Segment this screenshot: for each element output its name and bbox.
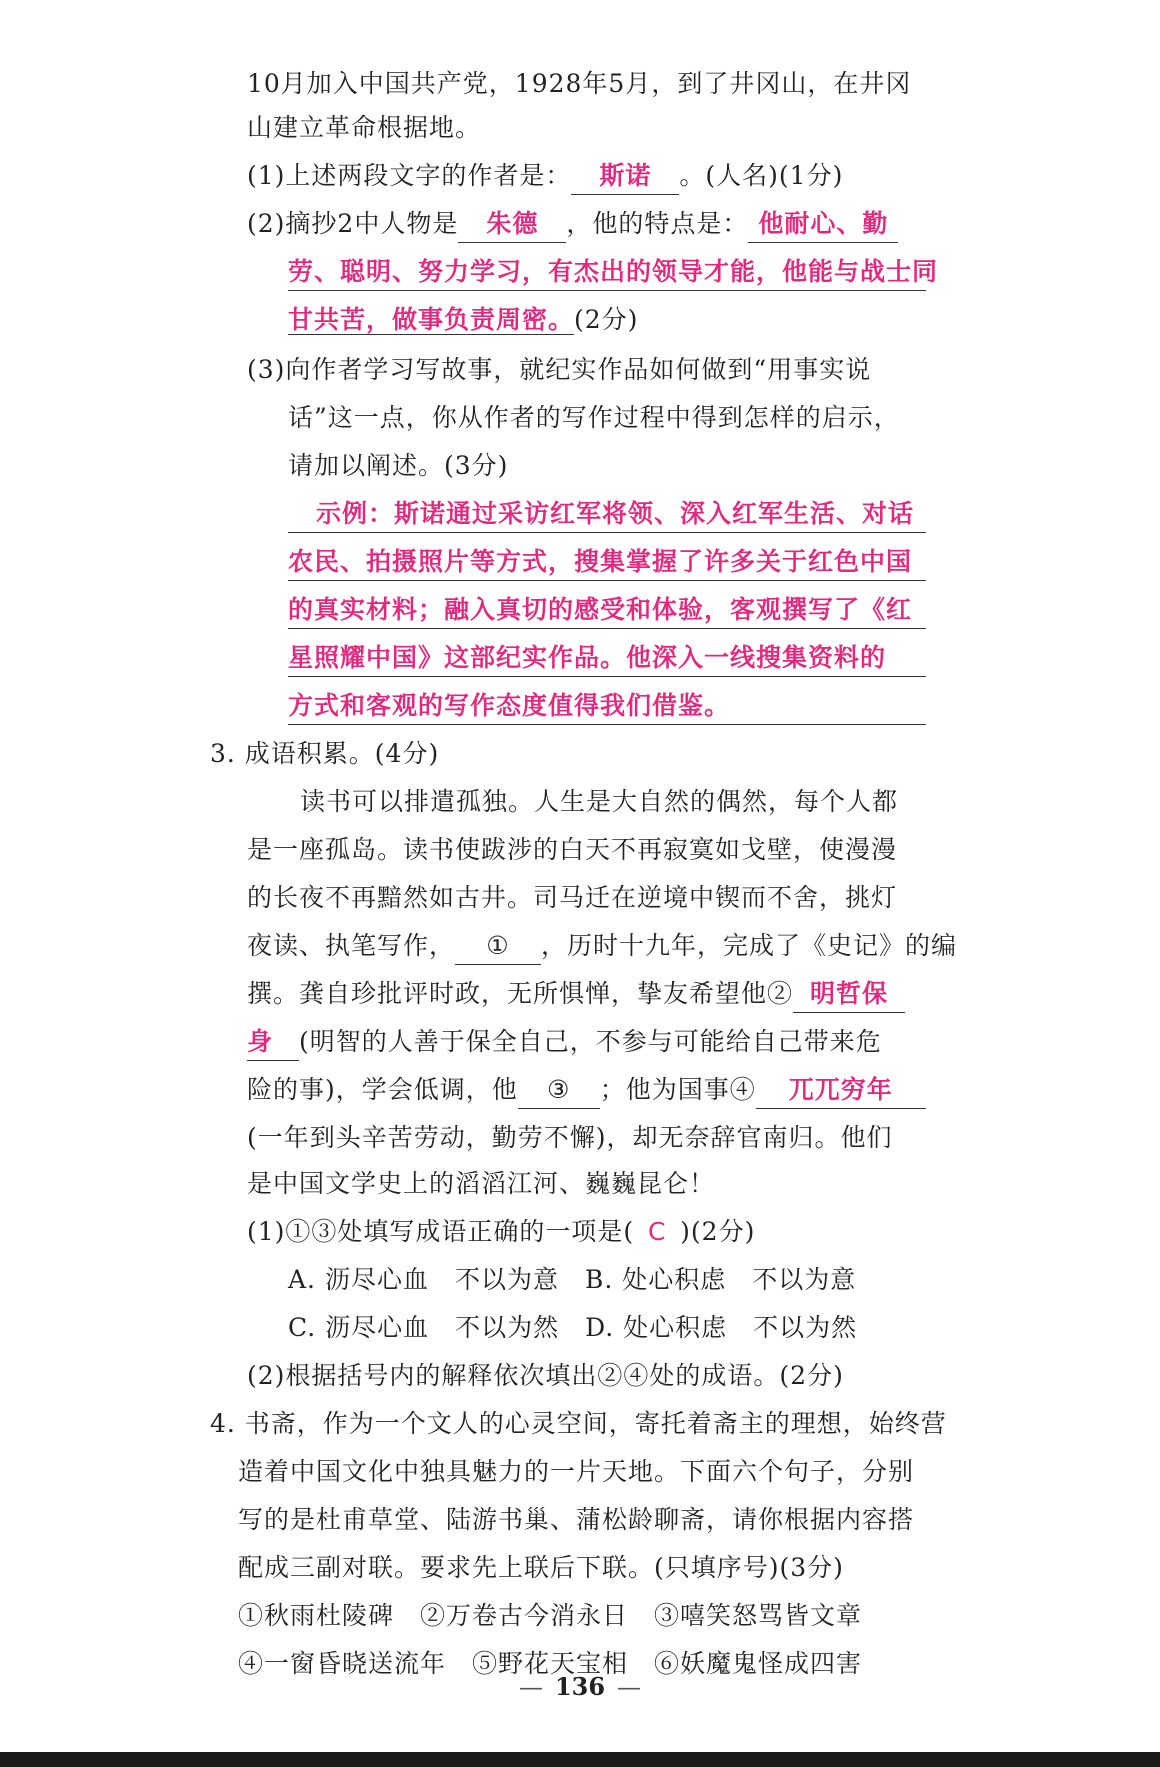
answer-blank: 身 <box>247 1024 299 1061</box>
blank-1: ① <box>455 928 541 965</box>
paragraph-line: 是中国文学史上的滔滔江河、巍巍昆仑！ <box>247 1169 716 1198</box>
answer-line: 的真实材料；融入真切的感受和体验，客观撰写了《红 <box>288 592 926 629</box>
question-text: 。(人名)(1分) <box>679 161 844 190</box>
section-3-question-1 <box>247 1214 755 1250</box>
paragraph-line <box>247 928 957 965</box>
question-3-line: 话”这一点，你从作者的写作过程中得到怎样的启示， <box>288 403 900 432</box>
paragraph-text: 夜读、执笔写作， <box>247 931 456 960</box>
page-number: — 136 — <box>518 1672 642 1701</box>
paragraph-line: 的长夜不再黯然如古井。司马迁在逆境中锲而不舍，挑灯 <box>247 883 898 912</box>
answer-text: 他耐心、勤 <box>748 206 898 243</box>
question-text: (1)①③处填写成语正确的一项是( <box>247 1217 635 1246</box>
question-text: (2)摘抄2中人物是 <box>247 209 459 238</box>
answer-line: 劳、聪明、努力学习，有杰出的领导才能，他能与战士同 <box>288 254 926 291</box>
question-2 <box>247 206 898 243</box>
section-3-question-2: (2)根据括号内的解释依次填出②④处的成语。(2分) <box>247 1361 844 1390</box>
paragraph-line <box>247 1024 882 1061</box>
section-4-line: 写的是杜甫草堂、陆游书巢、蒲松龄聊斋，请你根据内容搭 <box>238 1505 915 1534</box>
text-line: 10月加入中国共产党，1928年5月，到了井冈山，在井冈 <box>247 69 912 98</box>
paragraph-line: 是一座孤岛。读书使跋涉的白天不再寂寞如戈壁，使漫漫 <box>247 835 898 864</box>
question-text: )(2分) <box>680 1217 756 1246</box>
question-1 <box>247 158 843 195</box>
option-row: C. 沥尽心血 不以为然 D. 处心积虑 不以为然 <box>288 1313 858 1342</box>
question-text: (2分) <box>574 305 639 334</box>
paragraph-line <box>247 976 905 1013</box>
bottom-bar <box>0 1752 1160 1767</box>
answer-line: 方式和客观的写作态度值得我们借鉴。 <box>288 688 926 725</box>
answer-line: 示例：斯诺通过采访红军将领、深入红军生活、对话 <box>288 496 926 533</box>
section-3-title: 3. 成语积累。(4分) <box>210 739 440 768</box>
blank-3: ③ <box>518 1072 600 1109</box>
couplet-options: ④一窗昏晓送流年 ⑤野花天宝相 ⑥妖魔鬼怪成四害 <box>238 1649 863 1678</box>
question-text: (1)上述两段文字的作者是： <box>247 161 572 190</box>
couplet-options: ①秋雨杜陵碑 ②万卷古今消永日 ③嘻笑怒骂皆文章 <box>238 1601 863 1630</box>
answer-line <box>288 302 638 338</box>
option-row: A. 沥尽心血 不以为意 B. 处心积虑 不以为意 <box>288 1265 857 1294</box>
answer-text: 甘共苦，做事负责周密。 <box>288 305 575 334</box>
paragraph-text: ，历时十九年，完成了《史记》的编 <box>541 931 958 960</box>
question-3-line: 请加以阐述。(3分) <box>288 451 509 480</box>
paragraph-text: 撰。龚自珍批评时政，无所惧惮，挚友希望他② <box>247 979 794 1008</box>
section-4-line: 造着中国文化中独具魅力的一片天地。下面六个句子，分别 <box>238 1457 915 1486</box>
paragraph-text: ；他为国事④ <box>599 1075 756 1104</box>
answer-blank: 明哲保 <box>793 976 905 1013</box>
answer-line: 农民、拍摄照片等方式，搜集掌握了许多关于红色中国 <box>288 544 926 581</box>
page-number-text: 136 <box>554 1672 606 1701</box>
answer-blank: 朱德 <box>458 206 566 243</box>
paragraph-text: (明智的人善于保全自己，不参与可能给自己带来危 <box>299 1027 882 1056</box>
text-line: 山建立革命根据地。 <box>247 113 482 142</box>
paragraph-line <box>247 1072 926 1109</box>
question-3-line: (3)向作者学习写故事，就纪实作品如何做到“用事实说 <box>247 355 872 384</box>
question-text: ，他的特点是： <box>566 209 749 238</box>
answer-blank: 斯诺 <box>571 158 679 195</box>
answer-choice: C <box>647 1217 667 1246</box>
answer-line: 星照耀中国》这部纪实作品。他深入一线搜集资料的 <box>288 640 926 677</box>
section-4-line: 配成三副对联。要求先上联后下联。(只填序号)(3分) <box>238 1553 844 1582</box>
paragraph-line: 读书可以排遣孤独。人生是大自然的偶然，每个人都 <box>300 787 899 816</box>
answer-blank: 兀兀穷年 <box>756 1072 926 1109</box>
section-4-line: 4. 书斋，作为一个文人的心灵空间，寄托着斋主的理想，始终营 <box>210 1409 947 1438</box>
paragraph-text: 险的事)，学会低调，他 <box>247 1075 518 1104</box>
paragraph-line: (一年到头辛苦劳动，勤劳不懈)，却无奈辞官南归。他们 <box>247 1123 893 1152</box>
